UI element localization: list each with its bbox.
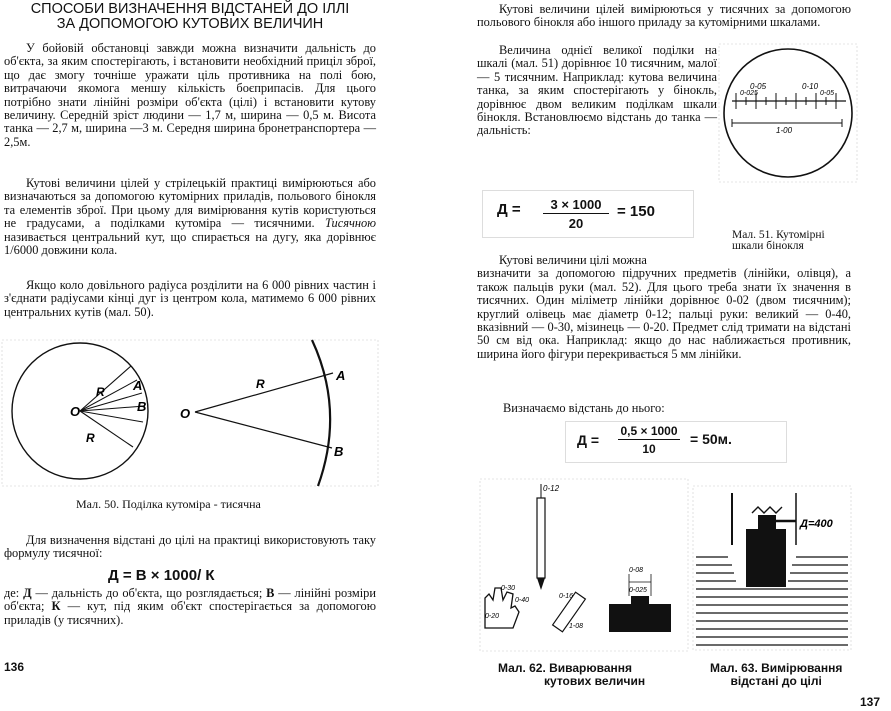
title-line-1: СПОСОБИ ВИЗНАЧЕННЯ ВІДСТАНЕЙ ДО ІЛЛІ xyxy=(30,1,350,17)
figure-53-target-distance xyxy=(692,485,852,651)
p5-e: — кут, під яким об'єкт спостерігається за допомогою приладів (у тисячних). xyxy=(4,599,377,627)
figure-52-improvised-tools xyxy=(479,478,689,652)
formula-1-rhs: = 150 xyxy=(617,203,655,220)
fig53-caption-line-1: Мал. 63. Вимірювання xyxy=(710,661,843,675)
thousandth-formula: Д = В × 1000/ К xyxy=(108,567,215,584)
formula-1-numerator: 3 × 1000 xyxy=(543,197,609,214)
fig52-label-e: 0-16 xyxy=(559,593,574,600)
formula-2-lhs: Д = xyxy=(577,432,600,448)
figure-50-diagram xyxy=(0,338,380,488)
right-paragraph-2: Величина однієї великої поділки на шкалі (мал. 51) дорівнює 10 тисячним, малої — 5 тисячним. Наприклад: кутова величина танка, за яким спостерігають у бінокль, дорівнює двом великим поділкам шкали бінокля. Встановлюємо відстань до танка — дальність: xyxy=(477,43,717,138)
fig50-label-r1: R xyxy=(96,385,105,399)
p5-b: — дальність до об'єкта, що розглядається; xyxy=(31,586,267,600)
fig52-label-h: 0-025 xyxy=(629,587,647,594)
right-page-number: 137 xyxy=(860,695,881,709)
fig52-label-g: 0-08 xyxy=(629,567,644,574)
fig51-label-4: 0-05 xyxy=(820,90,835,97)
p5-d: Д xyxy=(23,586,32,600)
fig52-caption-line-1: Мал. 62. Виварювання xyxy=(498,661,633,675)
left-paragraph-2-a: Кутові величини цілей у стрілецькій практиці вимірюються або визначаються за допомогою кутомірних приладів, польового бінокля та елементів зброї. При цьому для вимірювання кутів користуються не градусами, а поділками кутоміра — тисячними. xyxy=(4,176,376,231)
right-paragraph-1: Кутові величини цілей вимірюються у тисячних за допомогою польового бінокля або іншого приладу за кутомірними шкалами. xyxy=(477,2,851,30)
fig51-caption-line-2: шкали бінокля xyxy=(732,240,804,252)
fig52-label-f: 1-08 xyxy=(569,623,584,630)
left-paragraph-2-c: називається центральний кут, що спирається на дугу, яка дорівнює 1/6000 довжини кола. xyxy=(4,229,376,258)
formula-2-fraction xyxy=(618,424,680,456)
right-paragraph-4: Визначаємо відстань до нього: xyxy=(503,401,665,415)
fig50-label-r3: R xyxy=(256,377,265,391)
figure-51-binocular-scale xyxy=(718,43,858,183)
left-paragraph-4: Для визначення відстані до цілі на практиці використовують таку формулу тисячної: xyxy=(4,533,376,561)
left-paragraph-5 xyxy=(4,587,376,627)
fig51-label-3: 0-025 xyxy=(740,90,758,97)
fig50-label-b2: B xyxy=(334,444,344,459)
p5-v: В xyxy=(266,586,275,600)
formula-1-lhs: Д = xyxy=(497,201,521,218)
formula-2-numerator: 0,5 × 1000 xyxy=(618,424,680,440)
formula-2-denominator: 10 xyxy=(642,442,656,456)
figure-50-caption: Мал. 50. Поділка кутоміра - тисячна xyxy=(76,497,261,511)
left-page-number: 136 xyxy=(4,660,25,674)
fig51-label-1: 0-05 xyxy=(750,82,767,91)
right-paragraph-3 xyxy=(477,254,851,361)
figure-53-caption xyxy=(710,662,842,688)
left-paragraph-2 xyxy=(4,177,376,257)
fig50-label-o2: O xyxy=(180,406,191,421)
fig50-label-a2: A xyxy=(336,368,346,383)
fig52-label-b: 0-30 xyxy=(501,585,516,592)
fig50-label-a1: A xyxy=(133,378,143,393)
fig52-label-c: 0-40 xyxy=(515,597,530,604)
fig52-label-d: 0-20 xyxy=(485,613,500,620)
term-thousandth: Тисячною xyxy=(324,216,376,231)
fig53-caption-line-2: відстані до цілі xyxy=(730,674,822,688)
figure-51-caption xyxy=(732,230,825,252)
fig50-label-r2: R xyxy=(86,431,95,445)
fig51-label-2: 0-10 xyxy=(802,82,819,91)
p5-a: де: xyxy=(4,586,24,600)
left-paragraph-3: Якщо коло довільного радіуса розділити на 6 000 рівних частин і з'єднати радіусами кінці дуг із центром кола, матимемо 6 000 рівних центральних кутів (мал. 50). xyxy=(4,278,376,319)
formula-1-denominator: 20 xyxy=(568,216,584,231)
right-paragraph-3-first: Кутові величини цілі можна xyxy=(499,253,647,267)
left-page-title xyxy=(20,2,360,32)
fig50-label-o1: O xyxy=(70,404,81,419)
title-line-2: ЗА ДОПОМОГОЮ КУТОВИХ ВЕЛИЧИН xyxy=(56,16,324,32)
formula-2-rhs: = 50м. xyxy=(690,431,732,447)
fig50-label-b1: B xyxy=(137,399,147,414)
figure-52-caption xyxy=(498,662,645,688)
fig51-caption-line-1: Мал. 51. Кутомірні xyxy=(732,229,825,241)
fig52-label-a: 0-12 xyxy=(543,484,560,493)
fig53-label: Д=400 xyxy=(800,518,833,530)
left-paragraph-1: У бойовій обстановці завжди можна визначити дальність до об'єкта, за яким спостерігають, і встановити необхідний приціл зброї, що дає змогу точніше уражати ціль противника на полі бою, витрачаючи якомога меншу кількість боєприпасів. Для цього потрібно знати лінійні розміри об'єкта (цілі) і встановити кутову величину. Середній зріст людини — 1,7 м, ширина — 0,5 м. Висота танка — 2,7 м, ширина —3 м. Середня ширина бронетранспортера — 2,5м. xyxy=(4,41,376,149)
p5-c: — лінійні розміри об'єкта; xyxy=(4,586,376,614)
fig52-caption-line-2: кутових величин xyxy=(544,674,646,688)
p5-k: К xyxy=(51,599,61,614)
right-paragraph-3-rest: визначити за допомогою підручних предметів (лінійки, олівця), а також пальців руки (мал. 52). Для цього треба знати їх значення в тисячних. Один міліметр лінійки дорівнює 0-02 (двом тисячним); круглий олівець має діаметр 0-12; пальці руки: великий — 0-40, вказівний — 0-30, мізинець — 0-20. Предмет слід тримати на відстані 50 см від ока. Наприклад: якщо до нас наближається противник, ширина його фігури перекривається 5 мм лінійки. xyxy=(477,266,851,361)
fig51-label-5: 1-00 xyxy=(776,126,793,135)
formula-1-fraction xyxy=(543,197,609,231)
